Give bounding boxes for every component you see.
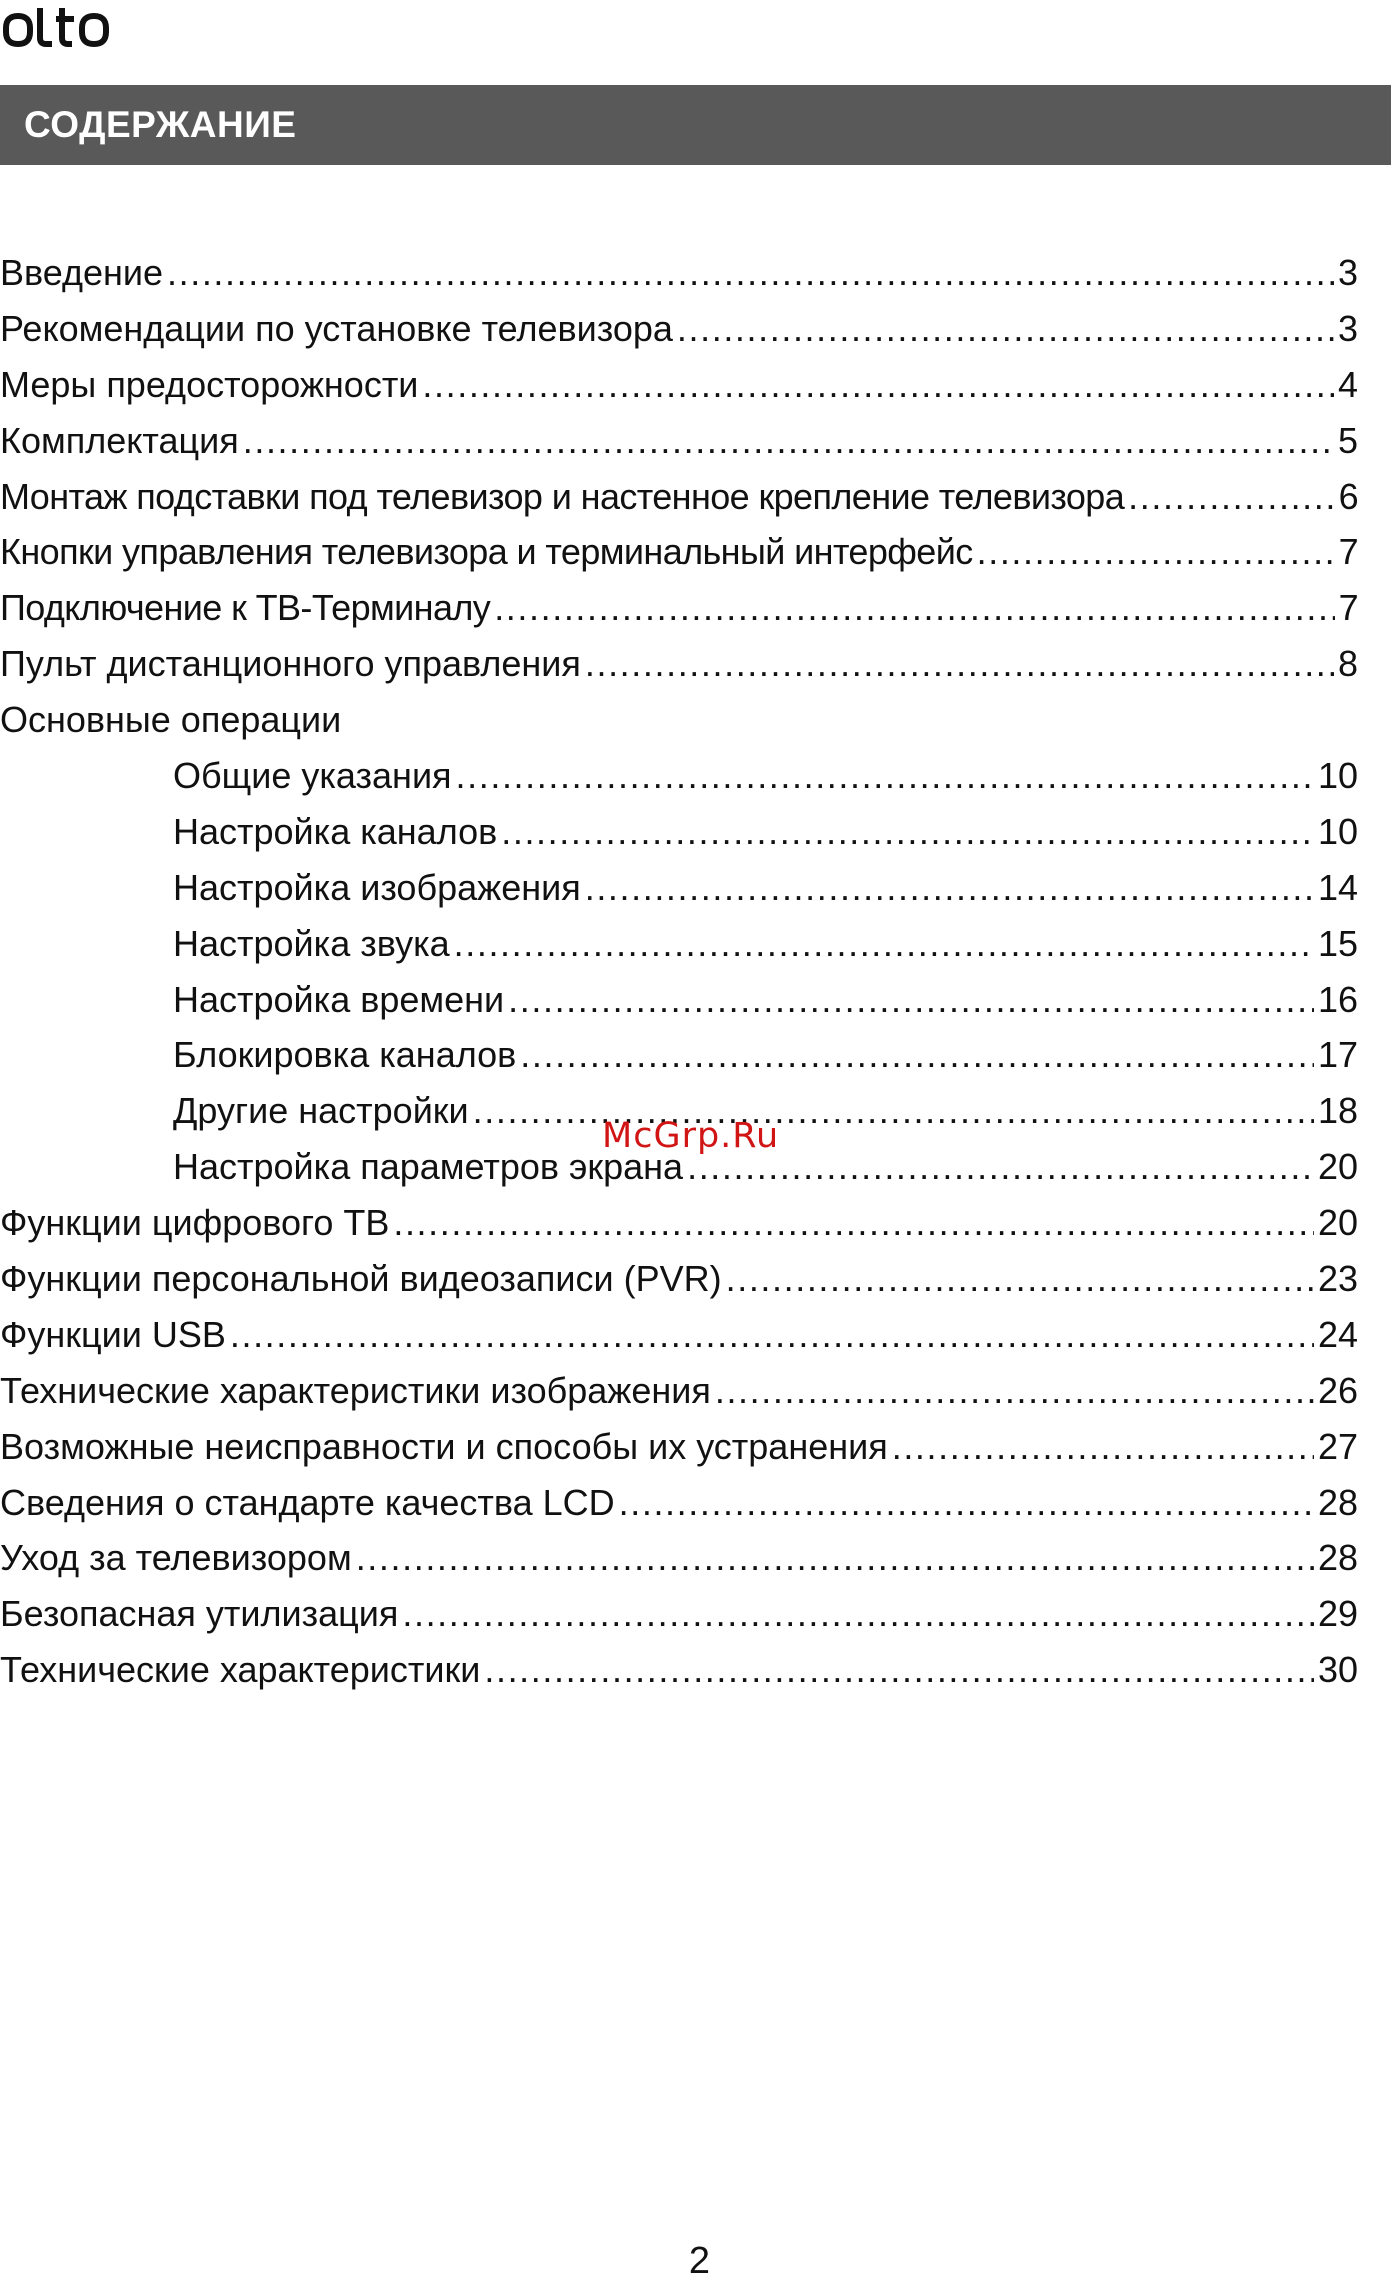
toc-entry-title: Технические характеристики xyxy=(0,1649,481,1691)
brand-logo-icon xyxy=(2,6,118,50)
toc-entry[interactable] xyxy=(0,804,1358,860)
toc-dot-leader xyxy=(619,1485,1314,1521)
toc-entry-page: 3 xyxy=(1337,251,1358,293)
toc-entry[interactable] xyxy=(0,972,1358,1028)
toc-entry-page: 4 xyxy=(1337,363,1358,405)
toc-entry[interactable] xyxy=(0,1586,1358,1642)
toc-entry[interactable] xyxy=(0,1251,1358,1307)
toc-dot-leader xyxy=(494,590,1334,626)
page-number: 2 xyxy=(688,2240,711,2282)
toc-dot-leader xyxy=(456,758,1314,794)
toc-entry-title: Настройка параметров экрана xyxy=(173,1146,684,1188)
toc-entry-page: 17 xyxy=(1317,1034,1358,1076)
toc-entry-title: Настройка звука xyxy=(173,922,450,964)
toc-entry-page: 28 xyxy=(1317,1537,1358,1579)
toc-entry-title: Функции персональной видеозаписи (PVR) xyxy=(0,1257,722,1299)
toc-entry-title: Функции цифрового ТВ xyxy=(0,1202,390,1244)
toc-entry[interactable] xyxy=(0,524,1358,580)
toc-dot-leader xyxy=(501,814,1314,850)
toc-entry[interactable] xyxy=(0,357,1358,413)
toc-entry-page: 8 xyxy=(1337,643,1358,685)
toc-entry[interactable] xyxy=(0,636,1358,692)
toc-dot-leader xyxy=(484,1652,1314,1688)
toc-entry-title: Сведения о стандарте качества LCD xyxy=(0,1481,615,1523)
toc-entry-title: Безопасная утилизация xyxy=(0,1593,399,1635)
toc-entry-title: Функции USB xyxy=(0,1313,226,1355)
toc-entry[interactable] xyxy=(0,1027,1358,1083)
toc-dot-leader xyxy=(402,1596,1314,1632)
toc-entry-page: 28 xyxy=(1317,1481,1358,1523)
toc-entry-title: Настройка времени xyxy=(173,978,505,1020)
toc-dot-leader xyxy=(520,1037,1314,1073)
toc-entry-title: Монтаж подставки под телевизор и настенное крепление телевизора xyxy=(0,475,1125,517)
toc-entry-page: 26 xyxy=(1317,1369,1358,1411)
toc-entry[interactable] xyxy=(0,692,1358,748)
toc-entry-title: Комплектация xyxy=(0,419,239,461)
toc-dot-leader xyxy=(892,1429,1314,1465)
toc-entry[interactable] xyxy=(0,1307,1358,1363)
toc-entry[interactable] xyxy=(0,1530,1358,1586)
toc-entry-title: Рекомендации по установке телевизора xyxy=(0,307,673,349)
toc-entry[interactable] xyxy=(0,1419,1358,1475)
toc-entry-page: 15 xyxy=(1317,922,1358,964)
watermark: McGrp.Ru xyxy=(602,1116,780,1156)
table-of-contents xyxy=(0,245,1358,1698)
toc-entry-title: Введение xyxy=(0,251,164,293)
toc-entry[interactable] xyxy=(0,580,1358,636)
toc-entry[interactable] xyxy=(0,748,1358,804)
toc-entry[interactable] xyxy=(0,1642,1358,1698)
toc-entry-page: 27 xyxy=(1317,1425,1358,1467)
toc-entry[interactable] xyxy=(0,1363,1358,1419)
toc-entry-title: Возможные неисправности и способы их устранения xyxy=(0,1425,888,1467)
section-header-bar xyxy=(0,85,1391,165)
toc-entry-page: 24 xyxy=(1317,1313,1358,1355)
toc-dot-leader xyxy=(422,367,1334,403)
toc-entry-title: Уход за телевизором xyxy=(0,1537,352,1579)
toc-entry-page: 16 xyxy=(1317,978,1358,1020)
toc-entry-page: 10 xyxy=(1317,810,1358,852)
toc-entry-title: Настройка изображения xyxy=(173,866,581,908)
toc-dot-leader xyxy=(167,255,1334,291)
toc-entry-title: Технические характеристики изображения xyxy=(0,1369,711,1411)
toc-entry[interactable] xyxy=(0,413,1358,469)
toc-dot-leader xyxy=(585,870,1314,906)
toc-entry-page: 3 xyxy=(1337,307,1358,349)
toc-entry[interactable] xyxy=(0,469,1358,525)
toc-entry-title: Меры предосторожности xyxy=(0,363,419,405)
toc-dot-leader xyxy=(473,1093,1314,1129)
page-title: СОДЕРЖАНИЕ xyxy=(24,104,297,145)
toc-entry-page: 7 xyxy=(1338,531,1358,573)
toc-dot-leader xyxy=(243,423,1334,459)
toc-entry[interactable] xyxy=(0,1195,1358,1251)
toc-dot-leader xyxy=(454,926,1314,962)
toc-entry-page: 29 xyxy=(1317,1593,1358,1635)
toc-entry-page: 10 xyxy=(1317,754,1358,796)
toc-entry-page: 30 xyxy=(1317,1649,1358,1691)
toc-entry-page: 5 xyxy=(1337,419,1358,461)
toc-entry-title: Кнопки управления телевизора и терминальный интерфейс xyxy=(0,531,973,573)
toc-dot-leader xyxy=(585,646,1334,682)
toc-dot-leader xyxy=(230,1317,1314,1353)
toc-dot-leader xyxy=(508,982,1314,1018)
toc-dot-leader xyxy=(677,311,1334,347)
toc-dot-leader xyxy=(356,1540,1314,1576)
toc-entry-title: Подключение к ТВ-Терминалу xyxy=(0,587,491,629)
toc-entry-page: 18 xyxy=(1317,1090,1358,1132)
toc-entry-title: Пульт дистанционного управления xyxy=(0,643,581,685)
toc-entry-page: 7 xyxy=(1338,587,1358,629)
toc-entry-page: 20 xyxy=(1317,1202,1358,1244)
toc-entry-title: Общие указания xyxy=(173,754,452,796)
toc-dot-leader xyxy=(1128,479,1334,515)
toc-entry-page: 6 xyxy=(1338,475,1358,517)
toc-entry-page: 20 xyxy=(1317,1146,1358,1188)
toc-dot-leader xyxy=(715,1373,1314,1409)
toc-entry-title: Основные операции xyxy=(0,699,342,741)
toc-entry[interactable] xyxy=(0,301,1358,357)
toc-entry[interactable] xyxy=(0,1475,1358,1531)
toc-entry[interactable] xyxy=(0,860,1358,916)
toc-entry-title: Другие настройки xyxy=(173,1090,469,1132)
toc-entry[interactable] xyxy=(0,916,1358,972)
toc-dot-leader xyxy=(977,534,1335,570)
toc-entry-page: 23 xyxy=(1317,1257,1358,1299)
toc-entry-page: 14 xyxy=(1317,866,1358,908)
toc-dot-leader xyxy=(687,1149,1314,1185)
toc-entry-title: Настройка каналов xyxy=(173,810,498,852)
toc-entry[interactable] xyxy=(0,245,1358,301)
toc-dot-leader xyxy=(393,1205,1314,1241)
toc-dot-leader xyxy=(726,1261,1314,1297)
toc-entry-title: Блокировка каналов xyxy=(173,1034,517,1076)
